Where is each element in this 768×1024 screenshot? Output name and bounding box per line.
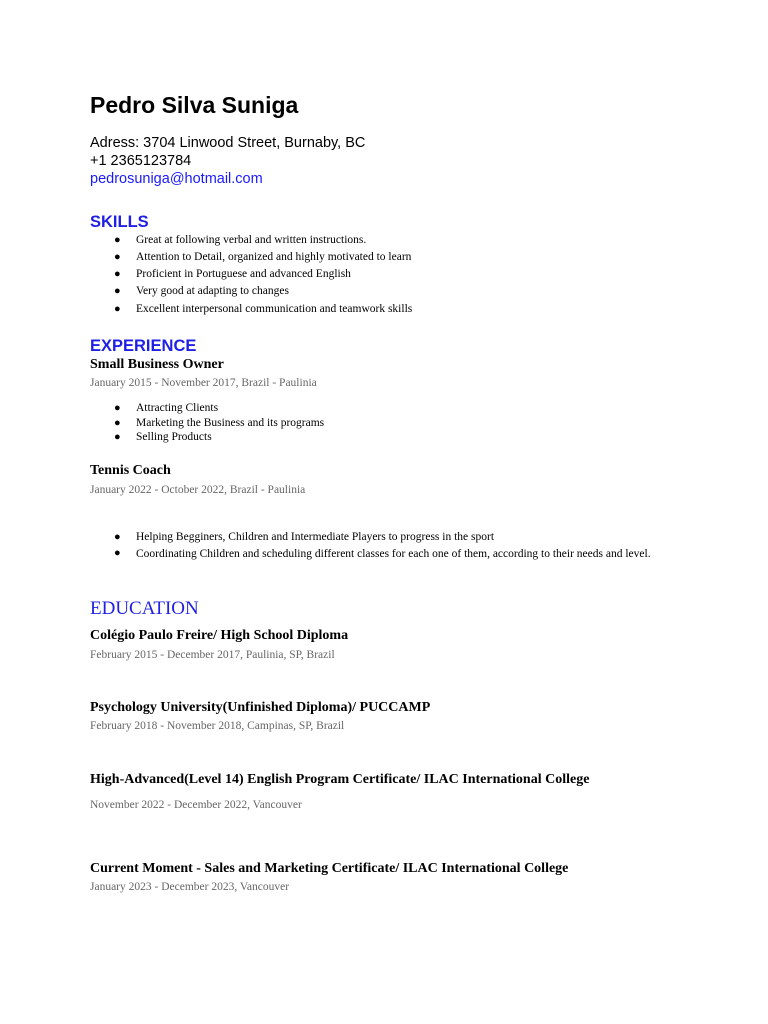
bullet-icon: ● — [114, 234, 121, 246]
bullet-icon: ● — [114, 547, 121, 559]
education-date: November 2022 - December 2022, Vancouver — [90, 799, 302, 811]
experience-heading: EXPERIENCE — [90, 337, 197, 355]
bullet-icon: ● — [114, 285, 121, 297]
education-date: February 2015 - December 2017, Paulinia, SP, Brazil — [90, 649, 335, 661]
bullet-icon: ● — [114, 531, 121, 543]
education-heading: EDUCATION — [90, 598, 199, 619]
education-date: January 2023 - December 2023, Vancouver — [90, 881, 290, 893]
education-title: Current Moment - Sales and Marketing Certificate/ ILAC International College — [90, 861, 569, 876]
skills-heading: SKILLS — [90, 213, 149, 231]
education-title: High-Advanced(Level 14) English Program Certificate/ ILAC International College — [90, 772, 590, 787]
bullet-icon: ● — [114, 417, 121, 429]
address-line: Adress: 3704 Linwood Street, Burnaby, BC — [90, 135, 366, 151]
bullet-icon: ● — [114, 303, 121, 315]
bullet-icon: ● — [114, 402, 121, 414]
bullet-icon: ● — [114, 251, 121, 263]
job-title: Tennis Coach — [90, 463, 171, 478]
job-title: Small Business Owner — [90, 357, 224, 372]
job-date: January 2022 - October 2022, Brazil - Paulinia — [90, 484, 306, 496]
resume-name: Pedro Silva Suniga — [90, 92, 299, 118]
job-date: January 2015 - November 2017, Brazil - Paulinia — [90, 377, 317, 389]
phone-line: +1 2365123784 — [90, 153, 192, 169]
education-title: Psychology University(Unfinished Diploma)/ PUCCAMP — [90, 700, 431, 715]
education-date: February 2018 - November 2018, Campinas, SP, Brazil — [90, 720, 345, 732]
bullet-icon: ● — [114, 431, 121, 443]
education-title: Colégio Paulo Freire/ High School Diploma — [90, 628, 349, 643]
email-link[interactable]: pedrosuniga@hotmail.com — [90, 171, 263, 187]
bullet-icon: ● — [114, 268, 121, 280]
